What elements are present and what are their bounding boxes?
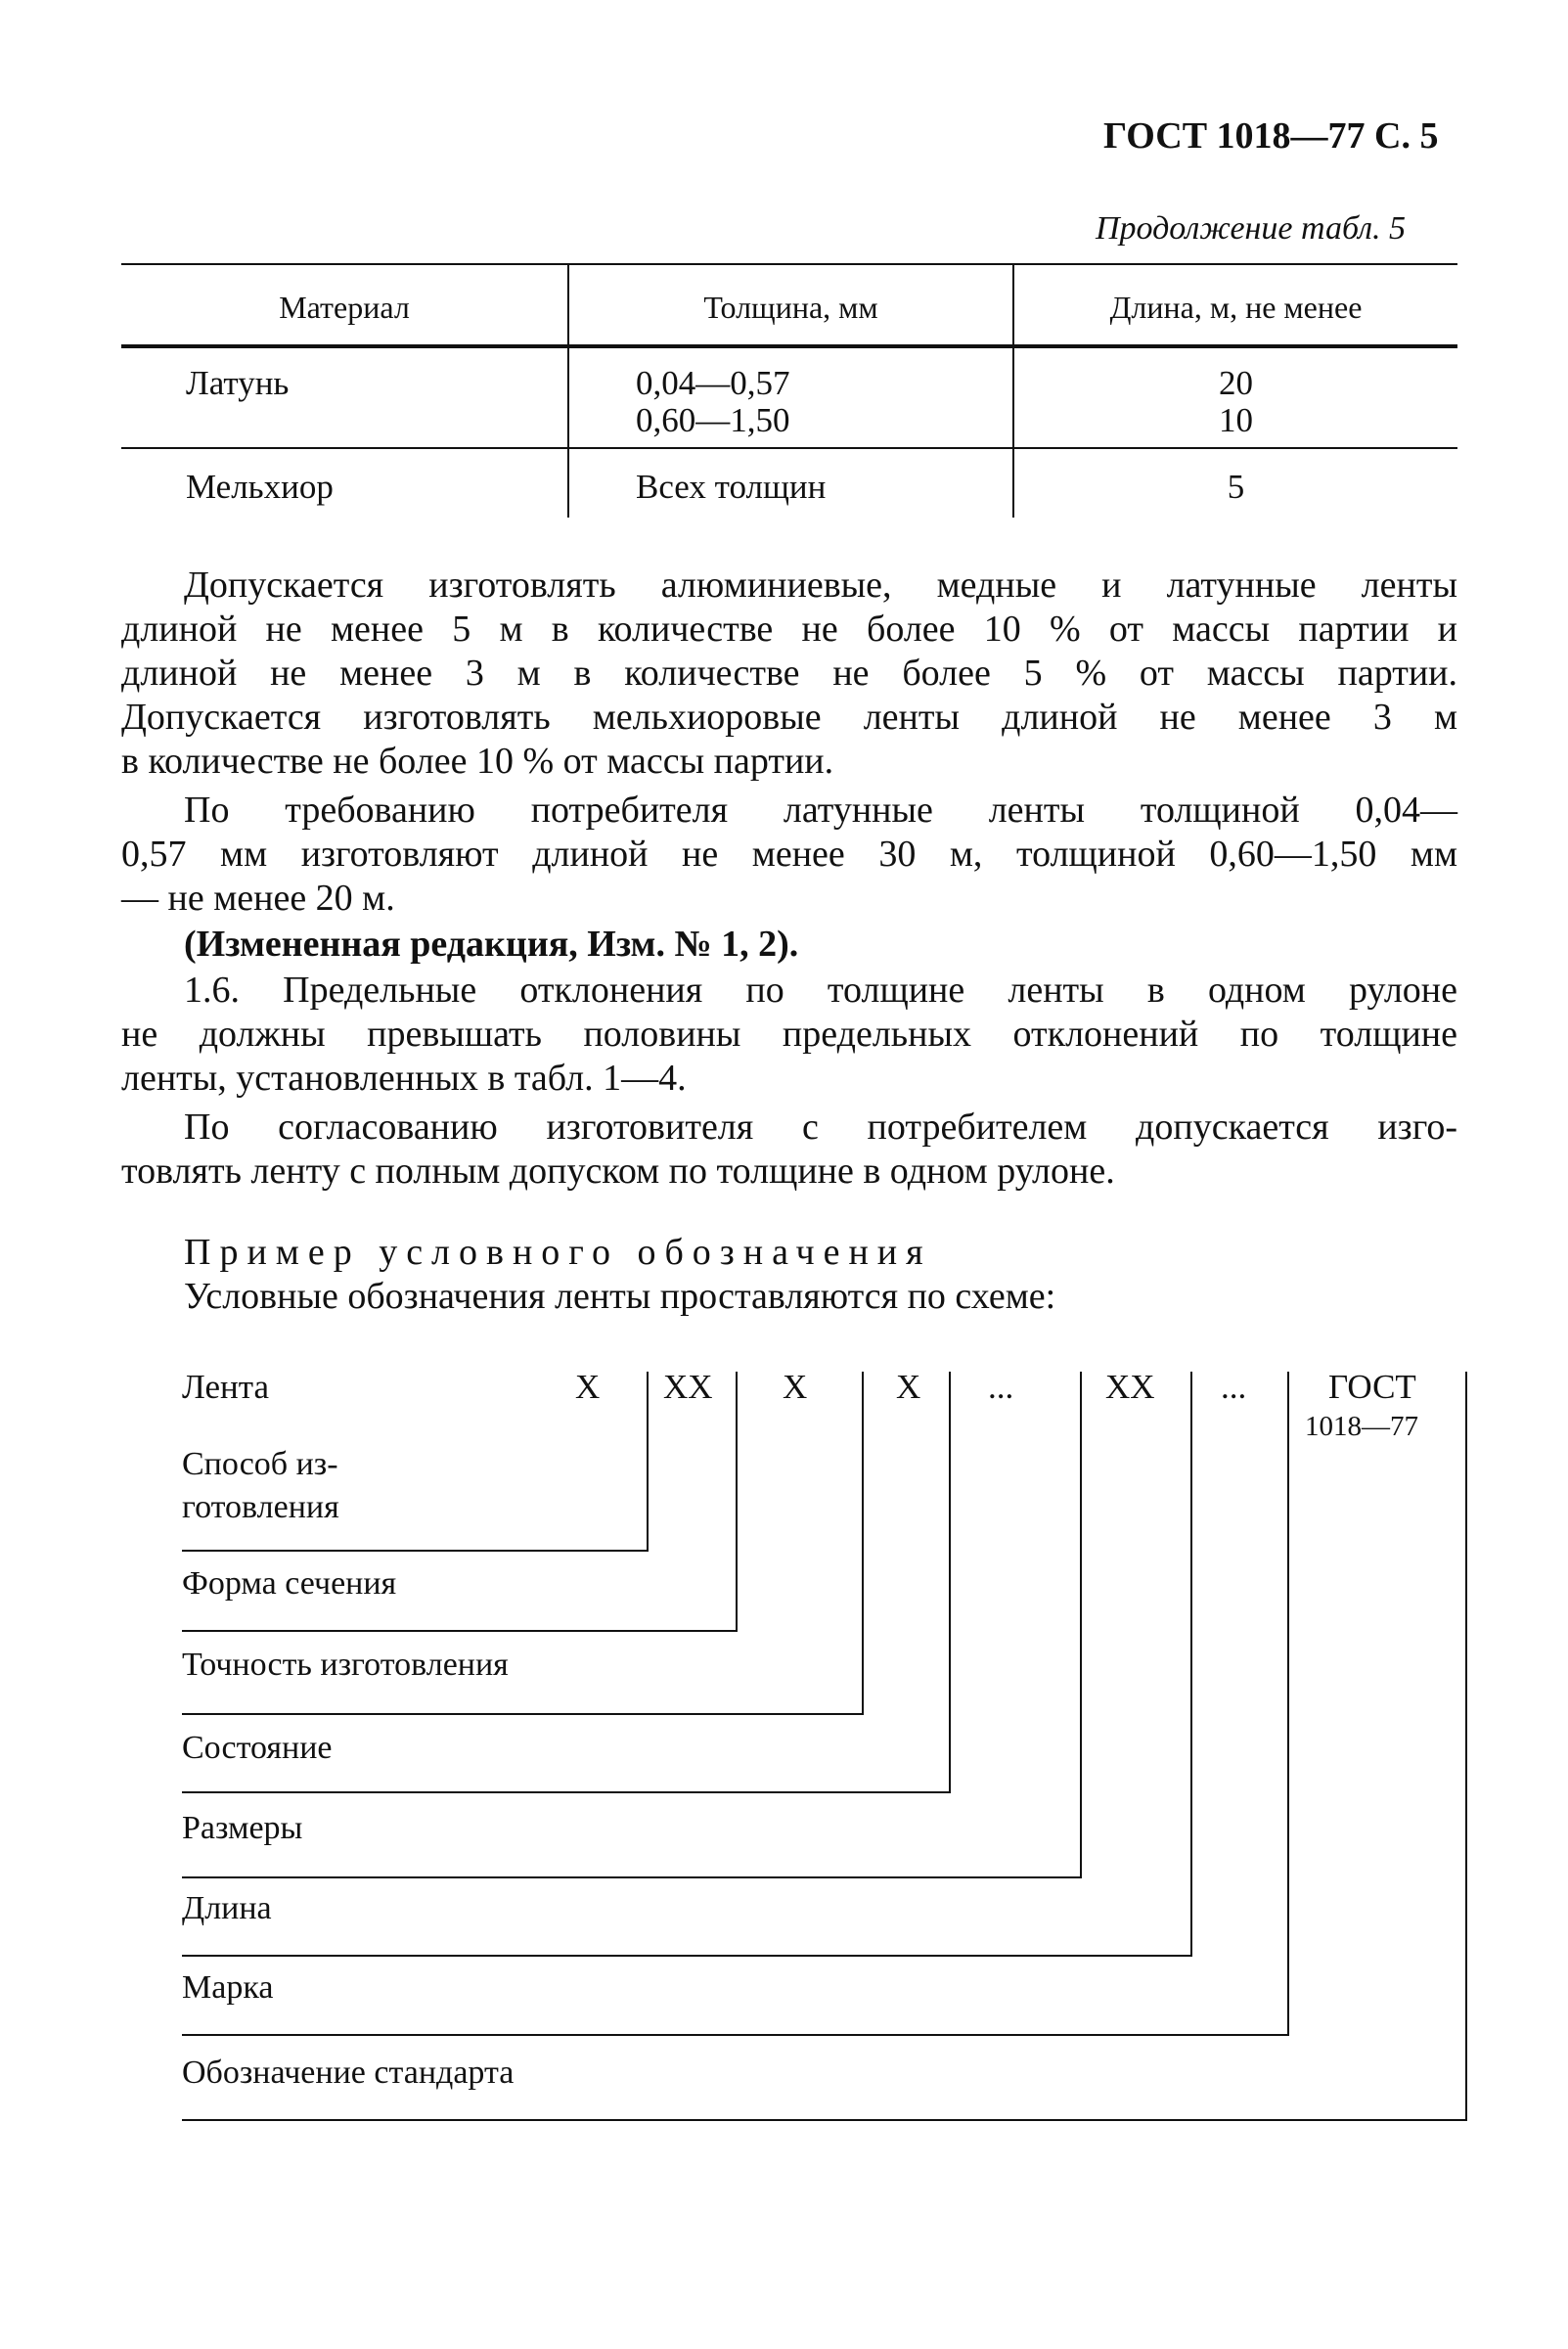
scheme-hline xyxy=(182,1630,738,1632)
scheme-code: X xyxy=(896,1368,921,1406)
scheme-code: X xyxy=(575,1368,601,1406)
scheme-gost: ГОСТ xyxy=(1328,1368,1416,1406)
scheme-label: готовления xyxy=(182,1489,339,1525)
scheme-code: ... xyxy=(1221,1368,1247,1406)
paragraph-line: По согласованию изготовителя с потребителем допускается изго- xyxy=(184,1107,1457,1148)
table-cell-length: 10 xyxy=(1219,401,1253,439)
scheme-hline xyxy=(182,1550,649,1552)
scheme-vline xyxy=(1080,1372,1082,1878)
paragraph-line: По требованию потребителя латунные ленты толщиной 0,04— xyxy=(184,790,1457,831)
scheme-vline xyxy=(647,1372,649,1551)
scheme-vline xyxy=(862,1372,864,1714)
paragraph-line: — не менее 20 м. xyxy=(121,878,395,919)
paragraph-line: Допускается изготовлять алюминиевые, медные и латунные ленты xyxy=(184,565,1457,606)
example-heading: Пример условного обозначения xyxy=(184,1232,932,1273)
table-header-rule xyxy=(121,344,1457,348)
scheme-code: XX xyxy=(1105,1368,1155,1406)
table-cell-length: 5 xyxy=(1227,468,1245,506)
paragraph-line: товлять ленту с полным допуском по толщине в одном рулоне. xyxy=(121,1151,1115,1192)
scheme-vline xyxy=(949,1372,951,1792)
example-subheading: Условные обозначения ленты проставляются по схеме: xyxy=(184,1276,1056,1317)
paragraph-line: длиной не менее 3 м в количестве не более 5 % от массы партии. xyxy=(121,653,1457,694)
table-cell-material: Латунь xyxy=(186,364,290,402)
scheme-hline xyxy=(182,1876,1082,1878)
table-cell-thickness: 0,60—1,50 xyxy=(636,401,790,439)
scheme-label: Марка xyxy=(182,1969,274,2006)
table-cell-thickness: 0,04—0,57 xyxy=(636,364,790,402)
table-row-divider xyxy=(121,447,1457,449)
table-caption: Продолжение табл. 5 xyxy=(1096,210,1407,247)
scheme-vline xyxy=(1287,1372,1289,2035)
scheme-gost-number: 1018—77 xyxy=(1305,1411,1418,1442)
table-cell-material: Мельхиор xyxy=(186,468,334,506)
paragraph-line: Допускается изготовлять мельхиоровые ленты длиной не менее 3 м xyxy=(121,697,1457,738)
paragraph-line: 1.6. Предельные отклонения по толщине ленты в одном рулоне xyxy=(184,970,1457,1011)
scheme-label: Длина xyxy=(182,1890,272,1926)
column-header-length: Длина, м, не менее xyxy=(1109,290,1363,325)
paragraph-line: не должны превышать половины предельных отклонений по толщине xyxy=(121,1014,1457,1055)
scheme-label: Способ из- xyxy=(182,1446,338,1482)
scheme-hline xyxy=(182,1791,951,1793)
table-cell-thickness: Всех толщин xyxy=(636,468,827,506)
scheme-vline xyxy=(736,1372,738,1631)
scheme-label: Размеры xyxy=(182,1810,303,1846)
scheme-label: Состояние xyxy=(182,1730,333,1766)
page-header: ГОСТ 1018—77 С. 5 xyxy=(1103,115,1439,157)
scheme-hline xyxy=(182,2034,1289,2036)
scheme-code: X xyxy=(783,1368,808,1406)
paragraph-line: 0,57 мм изготовляют длиной не менее 30 м, толщиной 0,60—1,50 мм xyxy=(121,834,1457,875)
paragraph-line: в количестве не более 10 % от массы партии. xyxy=(121,741,834,782)
column-header-thickness: Толщина, мм xyxy=(703,290,878,325)
scheme-label: Форма сечения xyxy=(182,1565,397,1602)
table-top-rule xyxy=(121,263,1457,265)
paragraph-line: длиной не менее 5 м в количестве не более 10 % от массы партии и xyxy=(121,609,1457,650)
scheme-label: Точность изготовления xyxy=(182,1647,509,1683)
amendment-note: (Измененная редакция, Изм. № 1, 2). xyxy=(184,924,799,965)
scheme-vline xyxy=(1190,1372,1192,1956)
scheme-hline xyxy=(182,1955,1192,1957)
scheme-code: XX xyxy=(663,1368,713,1406)
table-cell-length: 20 xyxy=(1219,364,1253,402)
scheme-word: Лента xyxy=(182,1368,270,1406)
scheme-hline xyxy=(182,2119,1467,2121)
column-header-material: Материал xyxy=(279,290,410,325)
scheme-label: Обозначение стандарта xyxy=(182,2055,515,2091)
scheme-code: ... xyxy=(988,1368,1014,1406)
scheme-vline xyxy=(1465,1372,1467,2120)
paragraph-line: ленты, установленных в табл. 1—4. xyxy=(121,1058,687,1099)
scheme-hline xyxy=(182,1713,864,1715)
